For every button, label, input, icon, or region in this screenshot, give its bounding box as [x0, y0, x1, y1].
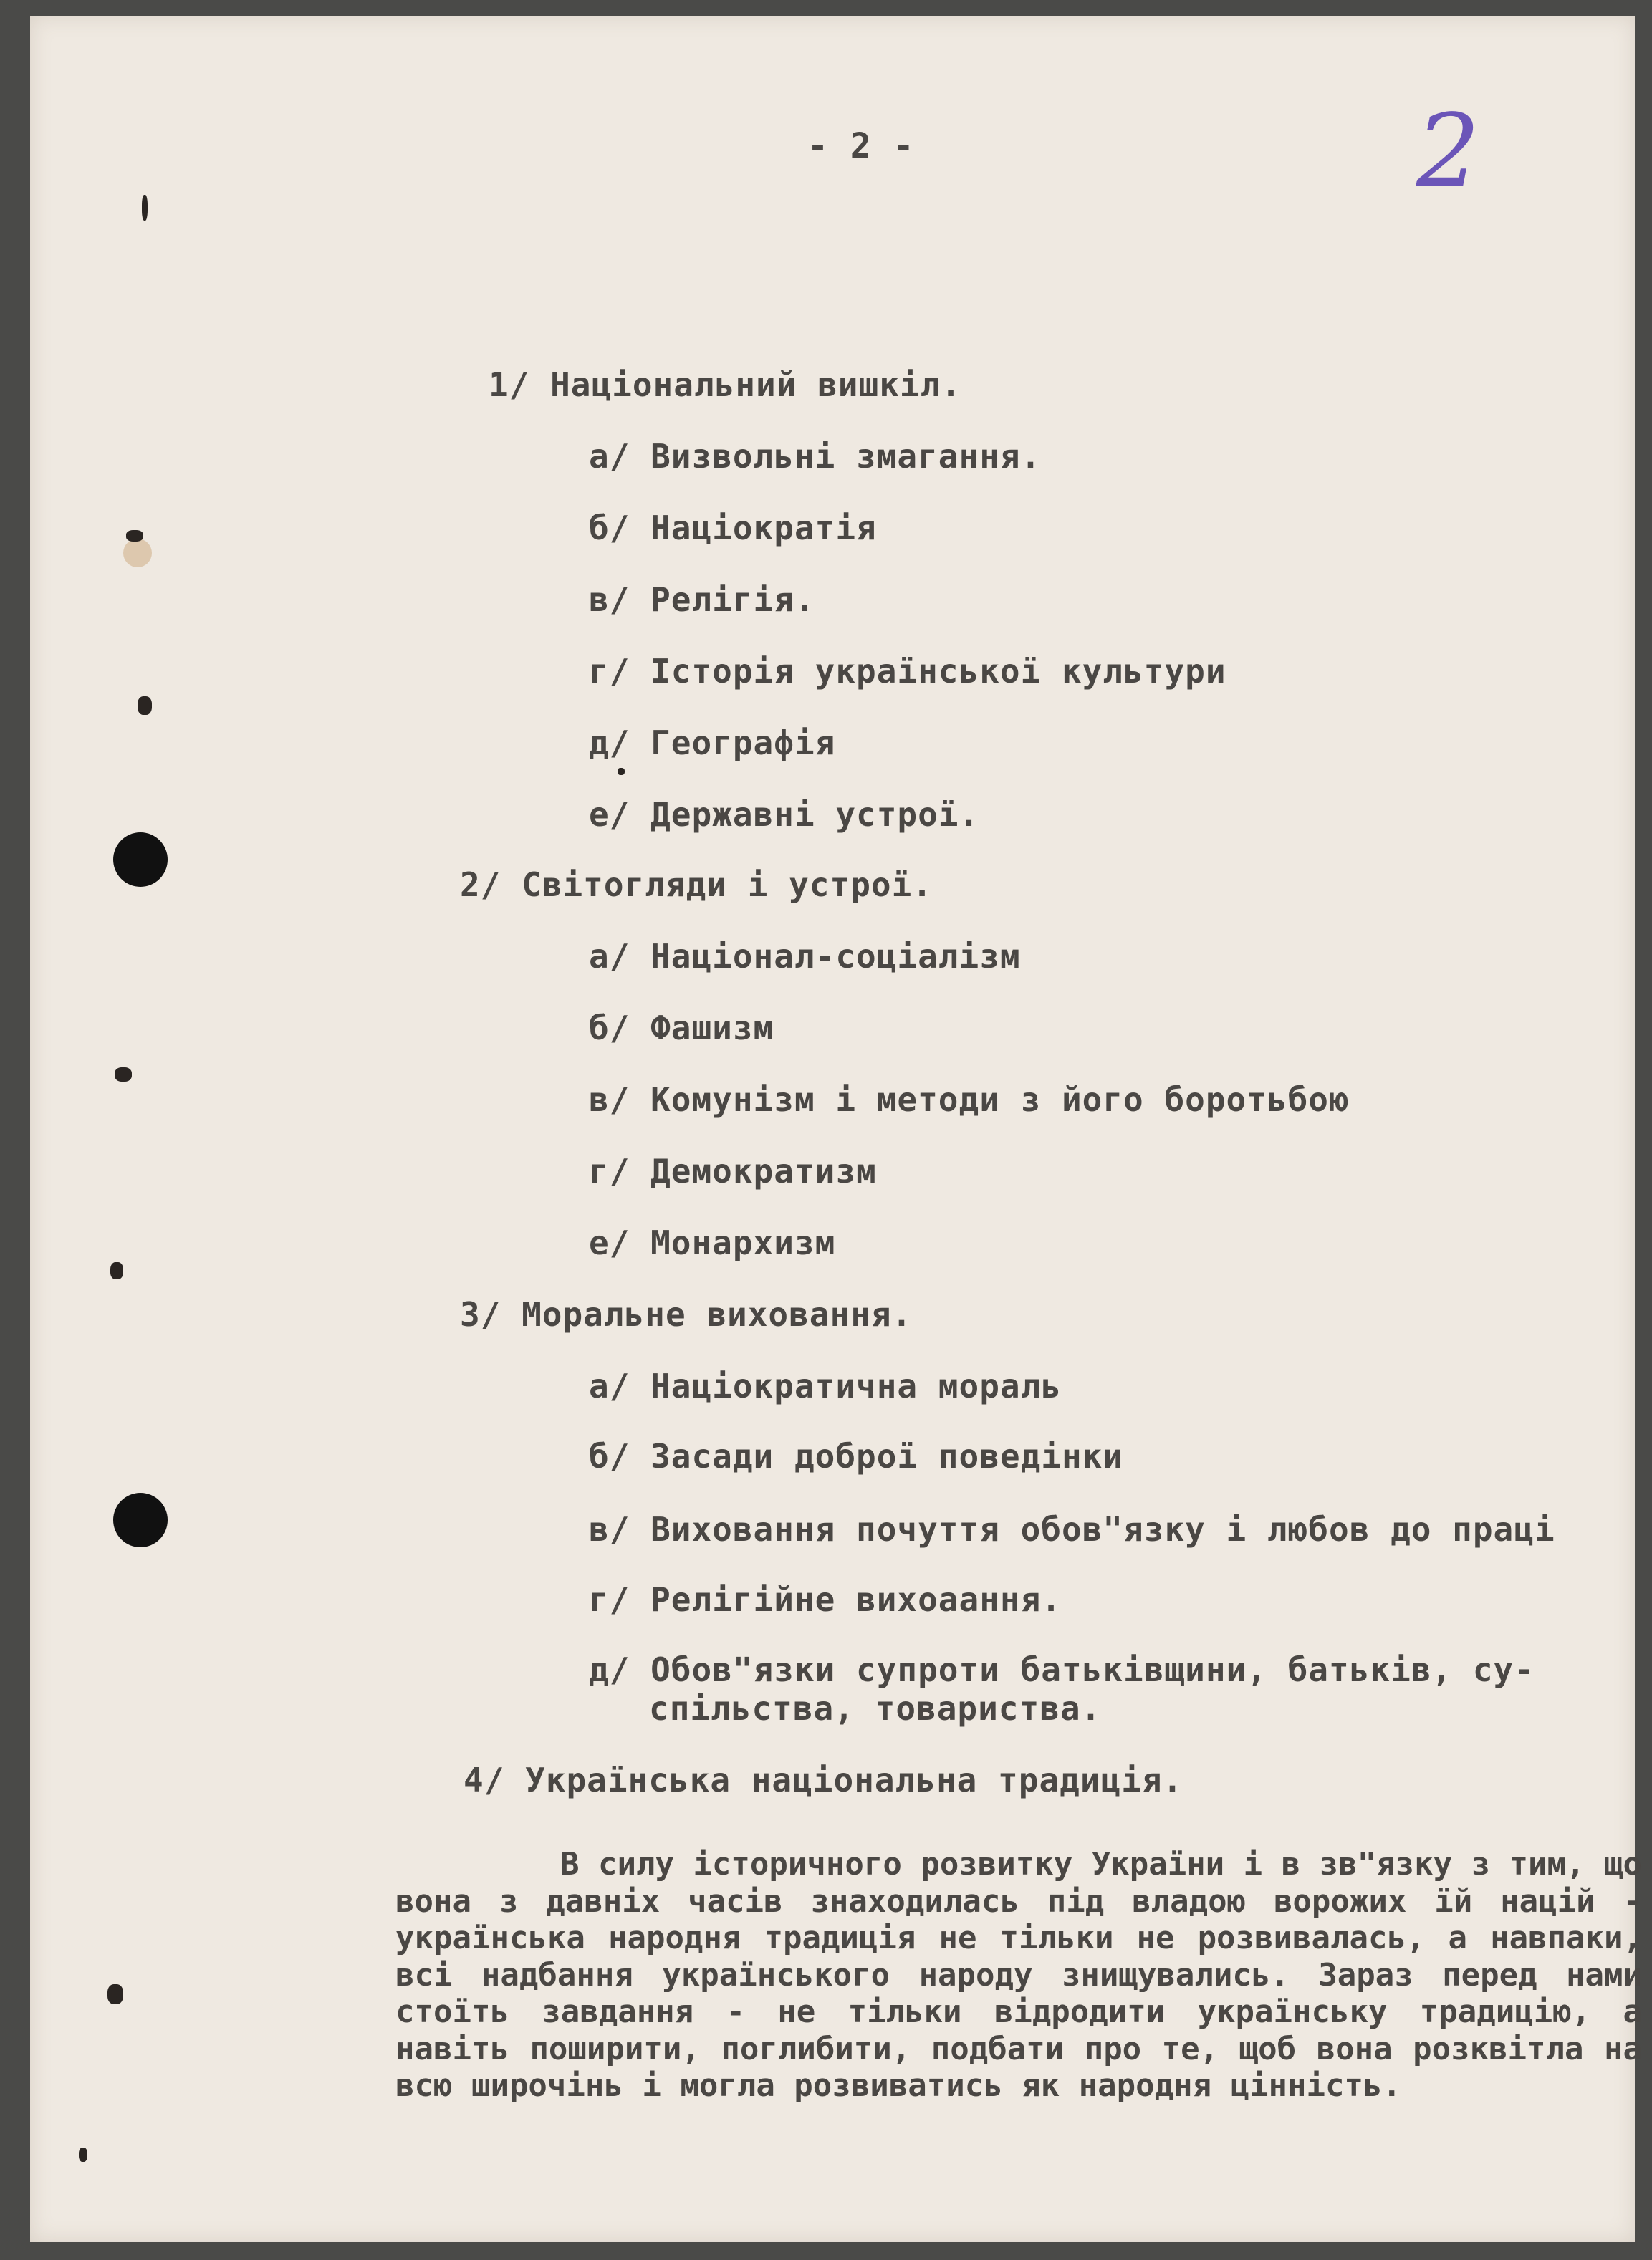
list-item-continuation: спільства, товариства. [649, 1689, 1102, 1728]
speck [126, 530, 143, 542]
list-item: б/ Націократія [589, 509, 877, 547]
section-heading-2: 2/ Світогляди і устрої. [460, 865, 933, 904]
list-item: д/ Географія [589, 723, 836, 762]
list-item: е/ Державні устрої. [589, 795, 980, 834]
punch-hole [113, 1493, 168, 1547]
speck [107, 1984, 123, 2004]
list-item: а/ Націонал-соціалізм [589, 937, 1021, 976]
speck [79, 2148, 87, 2162]
list-item: г/ Історія української культури [589, 652, 1226, 691]
document-page [30, 16, 1642, 2242]
speck [115, 1067, 132, 1082]
speck [110, 1262, 123, 1279]
list-item: е/ Монархизм [589, 1223, 836, 1262]
list-item: г/ Релігійне вихоаання. [589, 1580, 1062, 1619]
section-heading-4: 4/ Українська національна традиція. [464, 1761, 1183, 1799]
list-item: г/ Демократизм [589, 1152, 877, 1191]
body-paragraph: В силу історичного розвитку України і в зв"язку з тим, що вона з давніх часів знаходилась під владою ворожих їй націй - українська народня традиція не тільки не розвивалась, а навпаки, всі надбання українського народу знищувались. Зараз перед нами стоїть завдання - не тільки відродити українську традицію, а навіть поширити, поглибити, подбати про те, щоб вона розквітла на всю широчінь і могла розвиватись як народня цінність. [395, 1846, 1642, 2104]
list-item: д/ Обов"язки супроти батьківщини, батьків, су- [589, 1650, 1535, 1689]
list-item: б/ Фашизм [589, 1009, 774, 1047]
section-heading-1: 1/ Національний вишкіл. [489, 365, 961, 404]
list-item: а/ Визвольні змагання. [589, 437, 1042, 476]
list-item: б/ Засади доброї поведінки [589, 1437, 1124, 1476]
list-item: в/ Виховання почуття обов"язку і любов до праці [589, 1510, 1555, 1549]
handwritten-page-number: 2 [1416, 93, 1481, 210]
speck [138, 696, 152, 715]
list-item: в/ Релігія. [589, 580, 815, 619]
punch-hole [113, 832, 168, 887]
list-item: а/ Націократична мораль [589, 1367, 1062, 1405]
speck [618, 768, 625, 775]
section-heading-3: 3/ Моральне виховання. [460, 1295, 913, 1334]
stain [123, 539, 152, 567]
list-item: в/ Комунізм і методи з його боротьбою [589, 1080, 1350, 1119]
speck [142, 195, 148, 221]
page-number: - 2 - [807, 126, 915, 166]
